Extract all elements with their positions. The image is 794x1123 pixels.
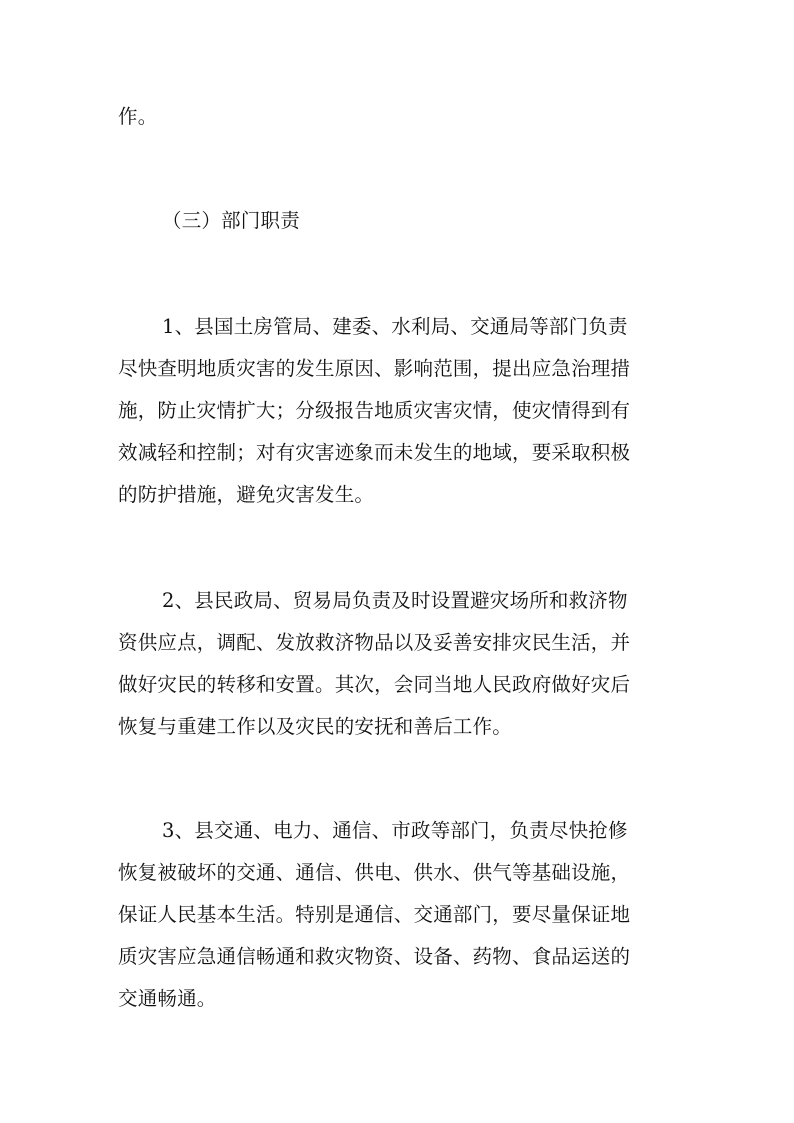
section-heading: （三）部门职责 [162,209,300,232]
paragraph-1-line-4: 效减轻和控制；对有灾害迹象而未发生的地域，要采取积极 [118,441,631,464]
paragraph-3-line-2: 恢复被破坏的交通、通信、供电、供水、供气等基础设施， [118,861,631,884]
paragraph-2-line-3: 做好灾民的转移和安置。其次，会同当地人民政府做好灾后 [118,673,631,696]
paragraph-1-line-5: 的防护措施，避免灾害发生。 [118,483,375,506]
text-line-continuation: 作。 [118,105,158,128]
paragraph-1-line-3: 施，防止灾情扩大；分级报告地质灾害灾情，使灾情得到有 [118,399,631,422]
paragraph-2-line-2: 资供应点，调配、发放救济物品以及妥善安排灾民生活，并 [118,631,631,654]
paragraph-1-line-1: 1、县国土房管局、建委、水利局、交通局等部门负责 [162,315,628,338]
paragraph-2-line-4: 恢复与重建工作以及灾民的安抚和善后工作。 [118,715,513,738]
paragraph-1-line-2: 尽快查明地质灾害的发生原因、影响范围，提出应急治理措 [118,357,631,380]
paragraph-2-line-1: 2、县民政局、贸易局负责及时设置避灾场所和救济物 [162,589,628,612]
paragraph-3-line-5: 交通畅通。 [118,987,217,1010]
paragraph-3-line-4: 质灾害应急通信畅通和救灾物资、设备、药物、食品运送的 [118,945,631,968]
paragraph-3-line-3: 保证人民基本生活。特别是通信、交通部门，要尽量保证地 [118,903,631,926]
paragraph-3-line-1: 3、县交通、电力、通信、市政等部门，负责尽快抢修 [162,819,628,842]
